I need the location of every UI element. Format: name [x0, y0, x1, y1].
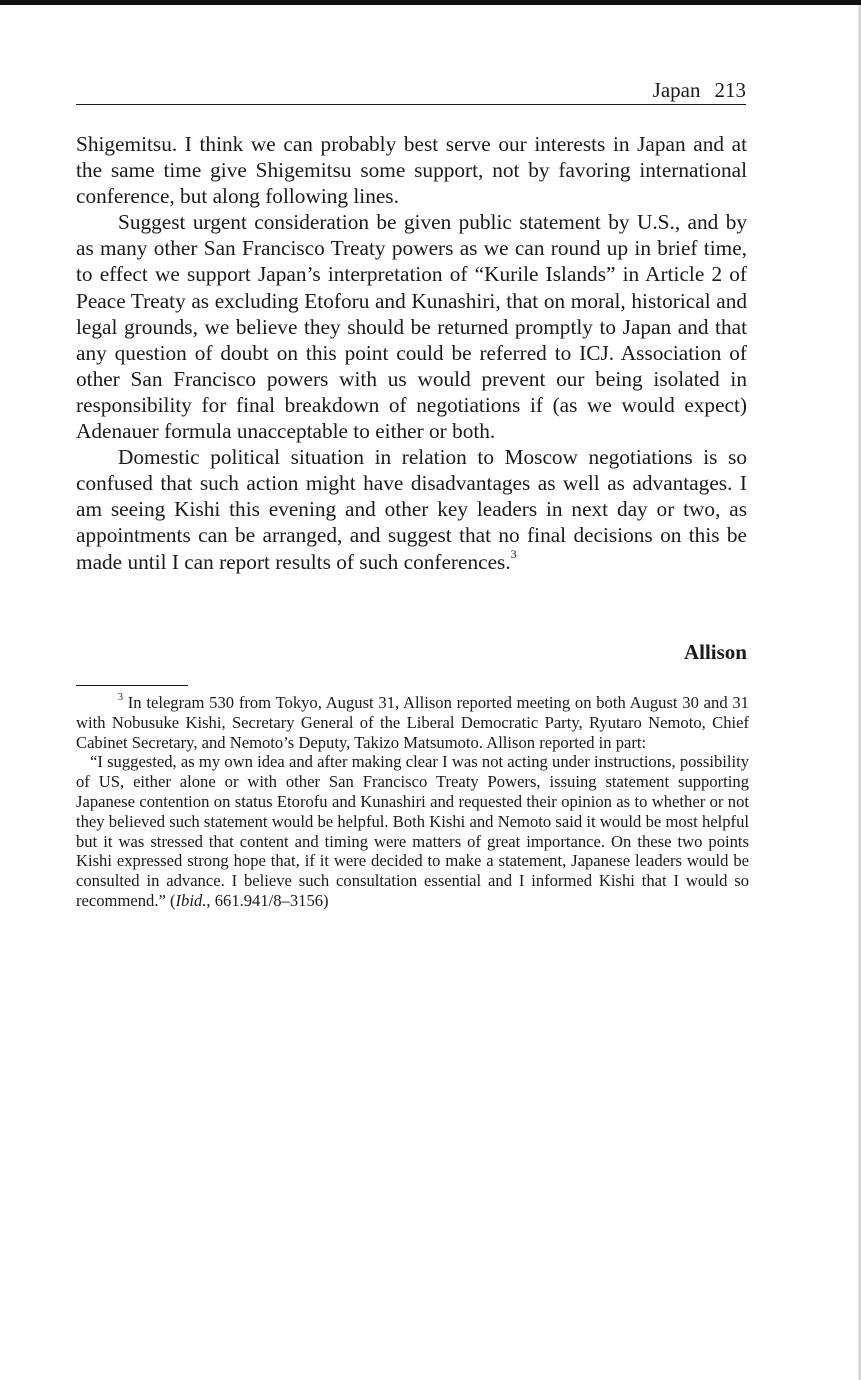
citation-rest: , 661.941/8–3156)	[206, 890, 329, 910]
section-title: Japan	[652, 78, 701, 102]
footnote-intro: In telegram 530 from Tokyo, August 31, Allison reported meeting on both August 30 and 31 with Nobusuke Kishi, Secretary General of the Liberal Democratic Party, Ryutaro Nemoto, Chief Cabinet Secretary, and Nemoto’s Deputy, Takizo Matsumoto. Allison reported in part:	[76, 693, 749, 752]
paragraph-3	[76, 444, 747, 574]
page-number: 213	[714, 78, 746, 102]
footnote-rule	[76, 685, 188, 686]
body-text	[76, 131, 747, 575]
footnote-reference: 3	[510, 547, 517, 562]
footnote-marker: 3	[118, 692, 123, 704]
paragraph-2: Suggest urgent consideration be given public statement by U.S., and by as many other San Francisco Treaty powers as we can round up in brief time, to effect we support Japan’s interpretation of “Kurile Islands” in Article 2 of Peace Treaty as excluding Etoforu and Kunashiri, that on moral, historical and legal grounds, we believe they should be returned promptly to Japan and that any question of doubt on this point could be referred to ICJ. Association of other San Francisco powers with us would prevent our being isolated in responsibility for final breakdown of negotiations if (as we would expect) Adenauer formula unacceptable to either or both.	[76, 210, 747, 444]
footnote-quote: “I suggested, as my own idea and after making clear I was not acting under instructions, possibility of US, either alone or with other San Francisco Treaty Powers, issuing statement supporting Japanese contention on status Etorofu and Kunashiri and requested their opinion as to whether or not they believed such statement would be helpful. Both Kishi and Nemoto said it would be most helpful but it was stressed that content and timing were matters of great importance. On these two points Kishi expressed strong hope that, if it were decided to make a statement, Japanese leaders would be consulted in advance. I believe such consultation essential and I informed Kishi that I would so recommend.”	[76, 752, 749, 910]
footnote-quote-paragraph	[76, 752, 749, 910]
paragraph-3-text: Domestic political situation in relation to Moscow negotiations is so confused that such action might have disadvantages as well as advantages. I am seeing Kishi this evening and other key leaders in next day or two, as appointments can be arranged, and suggest that no final decisions on this be made until I can report results of such conferences.	[76, 445, 747, 574]
citation-open: (	[165, 890, 176, 910]
page-top-border	[0, 0, 861, 5]
footnote-intro-paragraph	[76, 693, 749, 752]
footnote	[76, 693, 749, 911]
paragraph-1: Shigemitsu. I think we can probably best serve our interests in Japan and at the same time give Shigemitsu some support, not by favoring international conference, but along following lines.	[76, 132, 747, 209]
running-head	[76, 76, 746, 105]
citation-ibid: Ibid.	[175, 890, 207, 910]
signature: Allison	[683, 640, 747, 664]
